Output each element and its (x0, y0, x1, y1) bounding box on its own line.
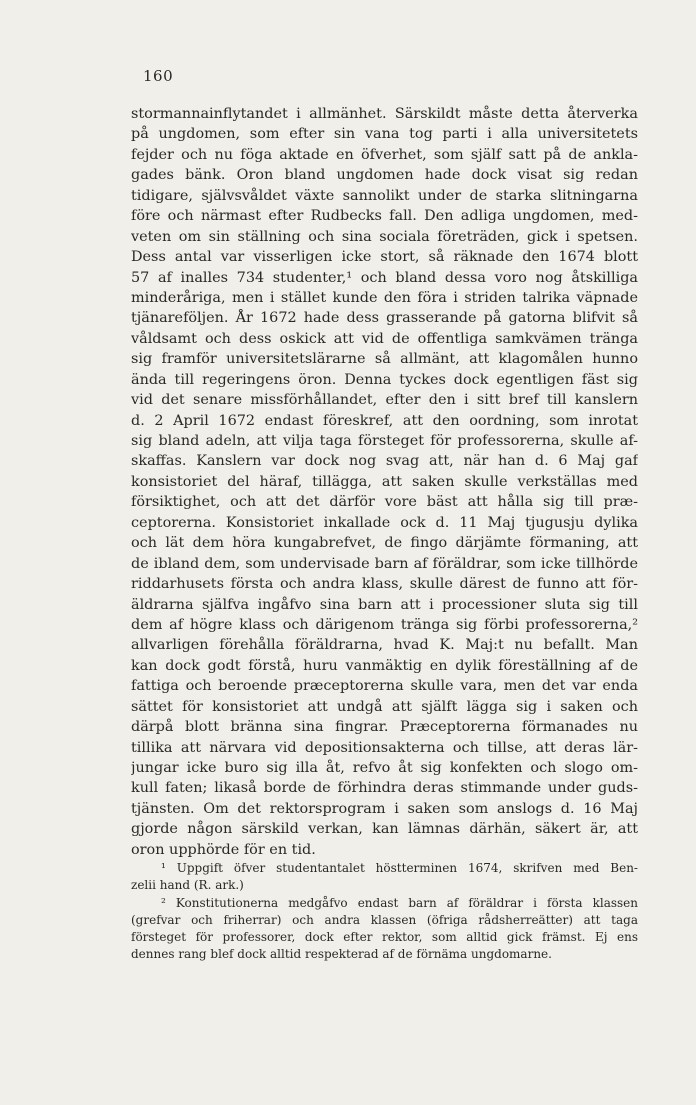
body-line: allvarligen förehålla föräldrarna, hvad K. Maj:t nu befallt. Man (131, 637, 638, 654)
body-line: konsistoriet del häraf, tillägga, att saken skulle verkställas med (131, 473, 638, 490)
body-line: våldsamt och dess oskick att vid de offentliga samkvämen tränga (131, 330, 638, 347)
body-line: ceptorerna. Konsistoriet inkallade ock d. 11 Maj tjugusju dylika (131, 514, 638, 531)
body-line: stormannainflytandet i allmänhet. Särskildt måste detta återverka (131, 106, 638, 122)
body-line: tjänareföljen. År 1672 hade dess grasserande på gatorna blifvit så (131, 310, 638, 327)
body-line: tidigare, självsvåldet växte sannolikt under de starka slitningarna (131, 187, 638, 204)
body-line: d. 2 April 1672 endast föreskref, att den oordning, som inrotat (131, 412, 638, 429)
body-line: 57 af inalles 734 studenter,¹ och bland dessa voro nog åtskilliga (131, 269, 638, 286)
body-line: vid det senare missförhållandet, efter den i sitt bref till kanslern (131, 392, 638, 409)
body-text (131, 104, 638, 860)
body-line: sättet för konsistoriet att undgå att själft lägga sig i saken och (131, 698, 638, 715)
body-line: äldrarna själfva ingåfvo sina barn att i processioner sluta sig till (131, 596, 638, 613)
body-line: kull faten; likaså borde de förhindra deras stimmande under guds- (131, 780, 638, 797)
footnote-line: ¹ Uppgift öfver studentantalet höstterminen 1674, skrifven med Ben- (161, 861, 638, 875)
body-line: fejder och nu föga aktade en öfverhet, som själf satt på de ankla- (131, 146, 638, 163)
body-line: de ibland dem, som undervisade barn af föräldrar, som icke tillhörde (131, 555, 638, 572)
body-line: sig framför universitetslärarne så allmänt, att klagomålen hunno (131, 351, 638, 368)
footnotes (131, 860, 638, 964)
footnote-line: zelii hand (R. ark.) (131, 878, 244, 893)
body-line: skaffas. Kanslern var dock nog svag att, när han d. 6 Maj gaf (131, 453, 638, 470)
body-line: gjorde någon särskild verkan, kan lämnas därhän, säkert är, att (131, 821, 638, 838)
footnote-line: försteget för professorer, dock efter rektor, som alltid gick främst. Ej ens (131, 930, 638, 945)
body-line: tjänsten. Om det rektorsprogram i saken som anslogs d. 16 Maj (131, 800, 638, 817)
page-number: 160 (143, 67, 174, 85)
body-line: tillika att närvara vid depositionsakterna och tillse, att deras lär- (131, 739, 638, 756)
body-line: och lät dem höra kungabrefvet, de fingo därjämte förmaning, att (131, 535, 638, 552)
body-line: dem af högre klass och därigenom tränga sig förbi professorerna,² (131, 616, 638, 633)
body-line: kan dock godt förstå, huru vanmäktig en dylik föreställning af de (131, 657, 638, 674)
body-line: därpå blott bränna sina fingrar. Præceptorerna förmanades nu (131, 719, 638, 736)
body-line: veten om sin ställning och sina sociala företräden, gick i spetsen. (131, 228, 638, 245)
body-line: minderåriga, men i stället kunde den föra i striden talrika väpnade (131, 289, 638, 306)
footnote-line: ² Konstitutionerna medgåfvo endast barn af föräldrar i första klassen (161, 895, 638, 910)
body-line: gades bänk. Oron bland ungdomen hade dock visat sig redan (131, 167, 638, 184)
body-line: försiktighet, och att det därför vore bäst att hålla sig till præ- (131, 494, 638, 511)
body-line: jungar icke buro sig illa åt, refvo åt sig konfekten och slogo om- (131, 760, 638, 776)
body-line: på ungdomen, som efter sin vana tog parti i alla universitetets (131, 126, 638, 143)
body-line: före och närmast efter Rudbecks fall. Den adliga ungdomen, med- (131, 208, 638, 225)
footnote-line: (grefvar och friherrar) och andra klassen (öfriga rådsherreätter) att taga (131, 912, 638, 927)
body-line: Dess antal var visserligen icke stort, så räknade den 1674 blott (131, 249, 638, 266)
body-line: sig bland adeln, att vilja taga försteget för professorerna, skulle af- (131, 433, 638, 449)
body-line: riddarhusets första och andra klass, skulle därest de funno att för- (131, 576, 638, 593)
body-line: ända till regeringens öron. Denna tyckes dock egentligen fäst sig (131, 371, 638, 388)
body-line: fattiga och beroende præceptorerna skulle vara, men det var enda (131, 678, 638, 695)
body-line: oron upphörde för en tid. (131, 841, 316, 858)
footnote-line: dennes rang blef dock alltid respekterad af de förnäma ungdomarne. (131, 947, 552, 962)
